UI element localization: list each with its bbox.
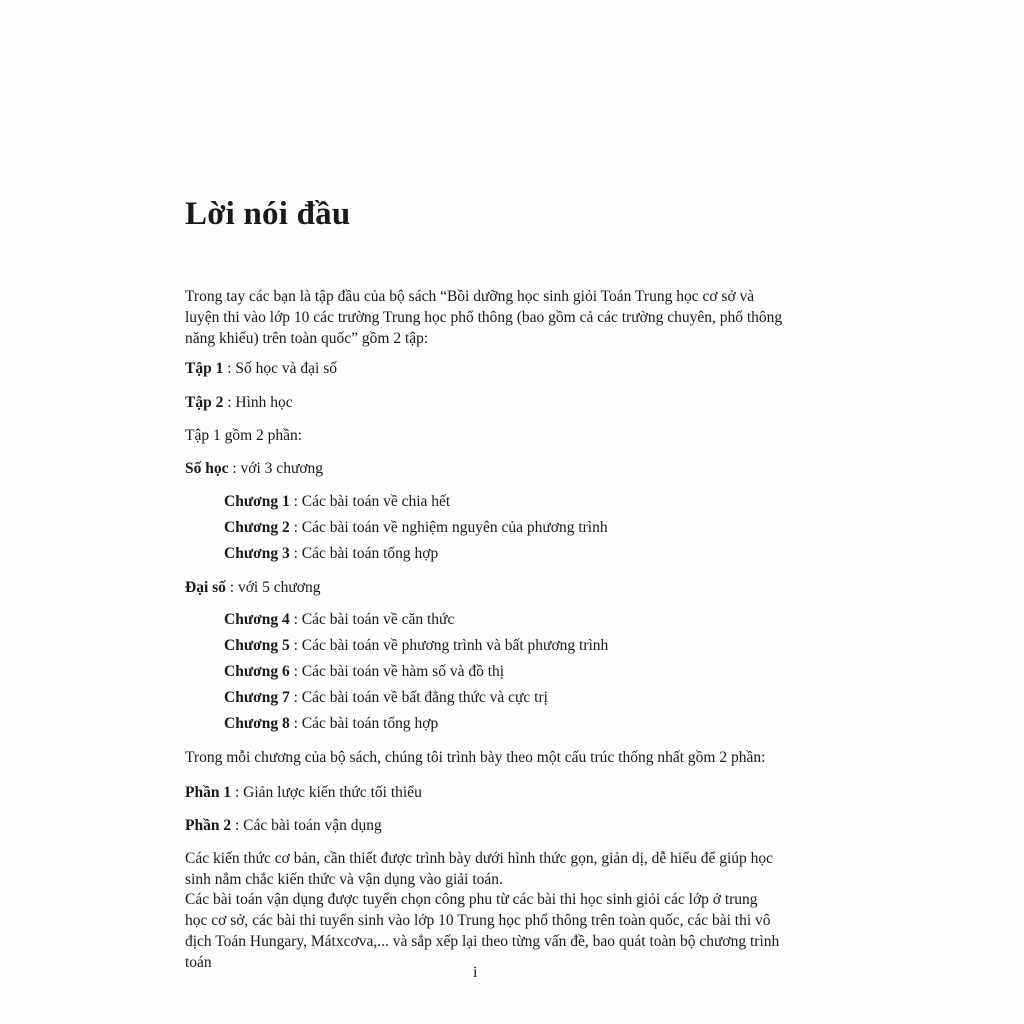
chapter-5-text: : Các bài toán về phương trình và bất phương trình — [293, 637, 609, 654]
intro-paragraph: Trong tay các bạn là tập đầu của bộ sách “Bồi dưỡng học sinh giỏi Toán Trung học cơ sở và luyện thi vào lớp 10 các trường Trung học phổ thông (bao gồm cả các trường chuyên, phổ thông năng khiếu) trên toàn quốc” gồm 2 tập: — [185, 288, 783, 347]
dai-so-label: Đại số — [185, 579, 226, 596]
chapter-2-label: Chương 2 — [224, 519, 290, 536]
chapter-4-text: : Các bài toán về căn thức — [293, 611, 455, 628]
so-hoc-text: : với 3 chương — [232, 460, 324, 477]
chapter-6-line — [224, 663, 504, 681]
chapter-3-line — [224, 545, 438, 563]
volume-2-label: Tập 2 — [185, 394, 224, 411]
part-2-text: : Các bài toán vận dụng — [234, 817, 382, 834]
chapter-1-label: Chương 1 — [224, 493, 290, 510]
chapter-5-line — [224, 637, 608, 655]
chapter-4-label: Chương 4 — [224, 611, 290, 628]
part-1-label: Phần 1 — [185, 784, 232, 801]
chapter-1-text: : Các bài toán về chia hết — [293, 493, 451, 510]
problems-paragraph: Các bài toán vận dụng được tuyển chọn công phu từ các bài thi học sinh giỏi các lớp ở trung học cơ sở, các bài thi tuyển sinh vào lớp 10 Trung học phổ thông trên toàn quốc, các bài thi vô địch Toán Hungary, Mátxcơva,... và sắp xếp lại theo từng vấn đề, bao quát toàn bộ chương trình toán — [185, 891, 780, 971]
volume-2-text: : Hình học — [227, 394, 293, 411]
part-1-text: : Giản lược kiến thức tối thiểu — [234, 784, 422, 801]
chapter-2-line — [224, 519, 608, 537]
volume-2-line — [185, 394, 293, 412]
dai-so-text: : với 5 chương — [229, 579, 321, 596]
chapter-4-line — [224, 611, 454, 629]
so-hoc-label: Số học — [185, 460, 229, 477]
chapter-7-label: Chương 7 — [224, 689, 290, 706]
so-hoc-line — [185, 460, 323, 478]
page-number: i — [473, 964, 478, 981]
part-2-label: Phần 2 — [185, 817, 232, 834]
volume-1-text: : Số học và đại số — [227, 360, 337, 377]
chapter-7-line — [224, 689, 548, 707]
chapter-7-text: : Các bài toán về bất đẳng thức và cực trị — [293, 689, 548, 706]
chapter-8-line — [224, 715, 438, 733]
volume-1-parts-line: Tập 1 gồm 2 phần: — [185, 427, 303, 444]
volume-1-line — [185, 360, 337, 378]
volume-1-label: Tập 1 — [185, 360, 224, 377]
part-2-line — [185, 817, 382, 835]
page-title: Lời nói đầu — [185, 196, 351, 232]
part-1-line — [185, 784, 422, 802]
structure-line: Trong mỗi chương của bộ sách, chúng tôi trình bày theo một cấu trúc thống nhất gồm 2 phần: — [185, 749, 766, 766]
chapter-3-text: : Các bài toán tổng hợp — [293, 545, 439, 562]
chapter-8-label: Chương 8 — [224, 715, 290, 732]
chapter-6-text: : Các bài toán về hàm số và đồ thị — [293, 663, 505, 680]
chapter-6-label: Chương 6 — [224, 663, 290, 680]
chapter-1-line — [224, 493, 450, 511]
dai-so-line — [185, 579, 320, 597]
knowledge-paragraph: Các kiến thức cơ bản, cần thiết được trình bày dưới hình thức gọn, giản dị, dễ hiểu để giúp học sinh nắm chắc kiến thức và vận dụng vào giải toán. — [185, 850, 774, 888]
chapter-5-label: Chương 5 — [224, 637, 290, 654]
chapter-2-text: : Các bài toán về nghiệm nguyên của phương trình — [293, 519, 608, 536]
chapter-3-label: Chương 3 — [224, 545, 290, 562]
chapter-8-text: : Các bài toán tổng hợp — [293, 715, 439, 732]
